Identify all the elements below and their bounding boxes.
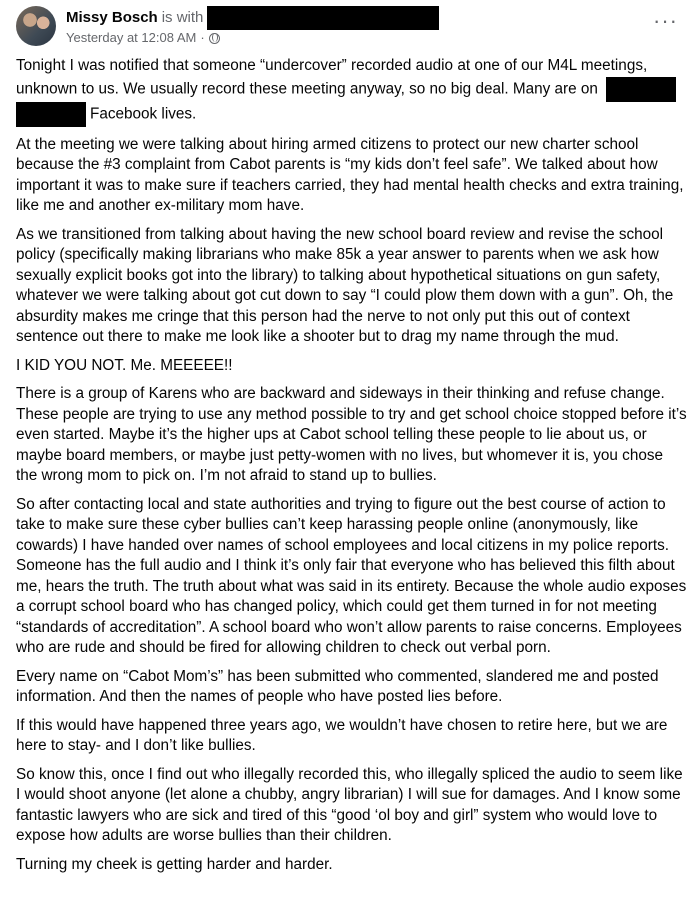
paragraph-1-text-b: Facebook lives. xyxy=(90,105,197,123)
paragraph-2: At the meeting we were talking about hiring armed citizens to protect our new charter school because the #3 complaint from Cabot parents is “my kids don’t feel safe”. We talked about how important it was to make sure if teachers carried, they had mental health checks and extra training, like me and another ex-military mom have. xyxy=(16,135,684,214)
paragraph-4: I KID YOU NOT. Me. MEEEEE!! xyxy=(16,356,233,374)
author-line xyxy=(66,6,439,30)
post-meta xyxy=(66,6,439,46)
redacted-name-2 xyxy=(16,102,86,127)
paragraph-3: As we transitioned from talking about having the new school board review and revise the school policy (specifically making librarians who make 85k a year answer to parents when we ask how sexually explicit books got into the library) to talking about hypothetical situations on gun safety, whatever we were talking about got cut down to say “I could plow them down with a gun”. Oh, the absurdity makes me cringe that this person had the nerve to not only put this out of context sentence out there to make me look like a shooter but to drag my name through the mud. xyxy=(16,225,674,345)
paragraph-1 xyxy=(16,56,688,127)
paragraph-6: So after contacting local and state authorities and trying to figure out the best course of action to take to make sure these cyber bullies can’t keep harassing people online (anonymously, like cowards) I have handed over names of school employees and local citizens in my police reports. Someone has the full audio and I think it’s only fair that everyone who has believed this filth about me, hears the truth. The truth about what was said in its entirety. Because the whole audio exposes a corrupt school board who has changed policy, which could get them turned in for not meeting “standards of accreditation”. A school board who won’t allow parents to raise concerns. Employees who are rude and should be fired for allowing children to check out verbal porn. xyxy=(16,495,687,656)
post-timestamp[interactable]: Yesterday at 12:08 AM xyxy=(66,29,197,45)
redacted-tagged-name xyxy=(207,6,439,30)
paragraph-1-text-a: Tonight I was notified that someone “undercover” recorded audio at one of our M4L meetings, unknown to us. We usually record these meeting anyway, so no big deal. Many are on xyxy=(16,57,648,98)
author-name[interactable]: Missy Bosch xyxy=(66,8,158,26)
paragraph-10: Turning my cheek is getting harder and harder. xyxy=(16,855,333,873)
paragraph-7: Every name on “Cabot Mom’s” has been submitted who commented, slandered me and posted information. And then the names of people who have posted lies before. xyxy=(16,667,659,705)
globe-icon[interactable] xyxy=(209,33,220,44)
more-options-button[interactable]: ··· xyxy=(653,8,678,33)
post-header xyxy=(16,4,688,48)
post-body xyxy=(16,56,688,875)
paragraph-5: There is a group of Karens who are backward and sideways in their thinking and refuse change. These people are trying to use any method possible to try and get school choice stopped before it’s even started. Maybe it’s the higher ups at Cabot school telling these people to lie about us, or maybe board members, or maybe just petty-women with no lives, but whomever it is, you chose the wrong mom to pick on. I’m not afraid to stand up to bullies. xyxy=(16,385,687,484)
redacted-name-1 xyxy=(606,77,676,102)
is-with-text: is with xyxy=(161,8,204,26)
paragraph-8: If this would have happened three years ago, we wouldn’t have chosen to retire here, but we are here to stay- and I don’t like bullies. xyxy=(16,716,668,754)
separator-dot: · xyxy=(200,29,205,45)
paragraph-9: So know this, once I find out who illegally recorded this, who illegally spliced the audio to seem like I would shoot anyone (let alone a chubby, angry librarian) I will sue for damages. And I know some fantastic lawyers who are sick and tired of this “good ‘ol boy and girl” system who would love to expose how adults are worse bullies than their children. xyxy=(16,765,683,844)
timestamp-line xyxy=(66,30,439,46)
author-avatar[interactable] xyxy=(16,6,56,46)
